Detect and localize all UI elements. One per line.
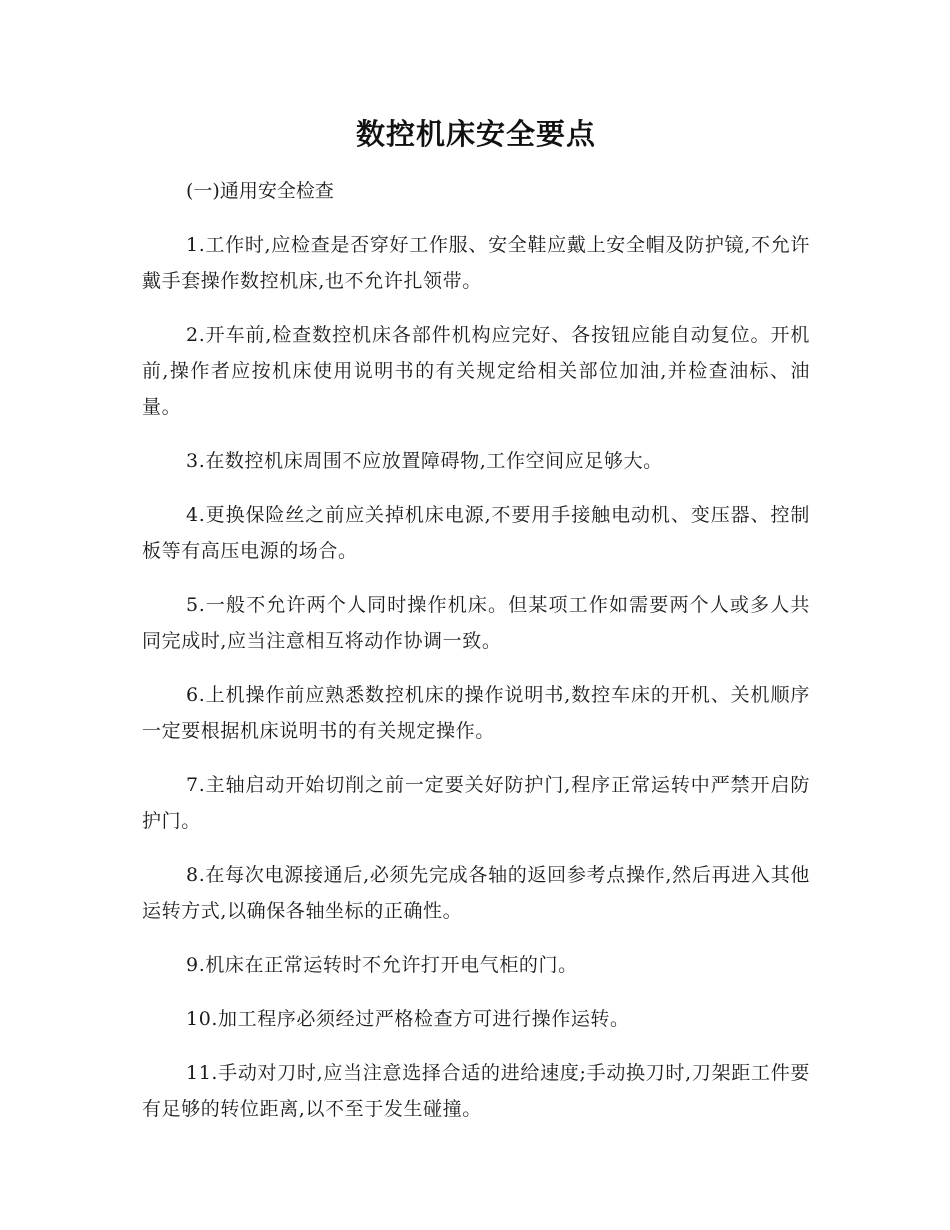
document-page: [142, 112, 810, 1145]
paragraph-6: 6.上机操作前应熟悉数控机床的操作说明书,数控车床的开机、关机顺序一定要根据机床说明书的有关规定操作。: [142, 684, 810, 742]
paragraph-1: 1.工作时,应检查是否穿好工作服、安全鞋应戴上安全帽及防护镜,不允许戴手套操作数控机床,也不允许扎领带。: [142, 234, 810, 292]
document-title: 数控机床安全要点: [355, 117, 596, 151]
paragraph-2: 2.开车前,检查数控机床各部件机构应完好、各按钮应能自动复位。开机前,操作者应按机床使用说明书的有关规定给相关部位加油,并检查油标、油量。: [142, 324, 810, 418]
paragraph-9: 9.机床在正常运转时不允许打开电气柜的门。: [186, 954, 578, 976]
section-heading: (一)通用安全检查: [186, 180, 334, 202]
paragraph-4: 4.更换保险丝之前应关掉机床电源,不要用手接触电动机、变压器、控制板等有高压电源的场合。: [142, 504, 810, 562]
paragraph-11: 11.手动对刀时,应当注意选择合适的进给速度;手动换刀时,刀架距工件要有足够的转位距离,以不至于发生碰撞。: [142, 1062, 810, 1120]
paragraph-3: 3.在数控机床周围不应放置障碍物,工作空间应足够大。: [186, 450, 663, 472]
paragraph-10: 10.加工程序必须经过严格检查方可进行操作运转。: [186, 1008, 630, 1030]
paragraph-7: 7.主轴启动开始切削之前一定要关好防护门,程序正常运转中严禁开启防护门。: [142, 774, 810, 832]
paragraph-5: 5.一般不允许两个人同时操作机床。但某项工作如需要两个人或多人共同完成时,应当注意相互将动作协调一致。: [142, 594, 810, 652]
paragraph-8: 8.在每次电源接通后,必须先完成各轴的返回参考点操作,然后再进入其他运转方式,以确保各轴坐标的正确性。: [142, 864, 810, 922]
